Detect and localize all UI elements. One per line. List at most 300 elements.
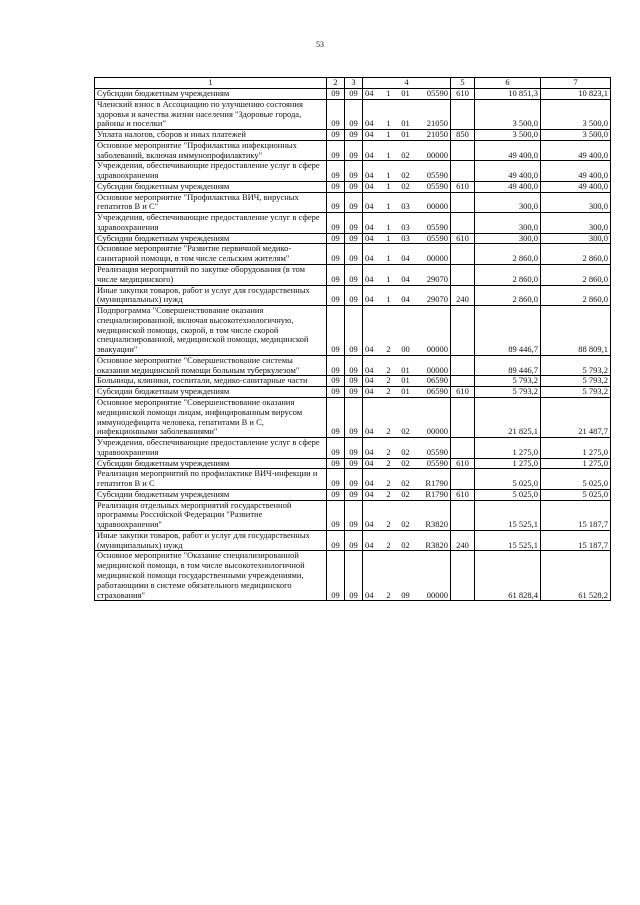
target-article-code bbox=[365, 490, 448, 500]
code-part: 04 bbox=[365, 539, 374, 550]
table-row bbox=[95, 89, 611, 100]
row-expense-type: 610 bbox=[451, 458, 475, 469]
row-expense-type: 610 bbox=[451, 489, 475, 500]
row-amount-1: 1 275,0 bbox=[475, 438, 541, 459]
row-name: Больницы, клиники, госпитали, медико-санитарные части bbox=[95, 376, 327, 387]
row-amount-1: 21 825,1 bbox=[475, 397, 541, 437]
code-part: 00000 bbox=[426, 589, 448, 600]
row-amount-2: 5 793,2 bbox=[541, 387, 611, 398]
row-subsection: 09 bbox=[345, 306, 363, 356]
row-target-article bbox=[363, 244, 451, 265]
code-part: 05590 bbox=[426, 446, 448, 457]
target-article-code bbox=[365, 295, 448, 305]
code-part: 00000 bbox=[426, 253, 448, 264]
code-part: 01 bbox=[401, 386, 410, 397]
row-subsection: 09 bbox=[345, 213, 363, 234]
code-part: R3820 bbox=[425, 539, 448, 550]
row-amount-2: 5 025,0 bbox=[541, 469, 611, 490]
row-subsection: 09 bbox=[345, 489, 363, 500]
row-section: 09 bbox=[327, 233, 345, 244]
row-target-article bbox=[363, 397, 451, 437]
budget-table bbox=[94, 77, 611, 601]
row-section: 09 bbox=[327, 99, 345, 129]
row-name: Подпрограмма "Совершенствование оказания специализированной, включая высокотехнологичную, медицинской помощи, скорой, в том числе скорой специализированной, медицинской помощи, медицинской эвакуации" bbox=[95, 306, 327, 356]
row-name: Основное мероприятие "Профилактика ВИЧ, вирусных гепатитов В и С" bbox=[95, 192, 327, 213]
code-part: 04 bbox=[401, 273, 410, 284]
code-part: 02 bbox=[401, 539, 410, 550]
row-amount-1: 300,0 bbox=[475, 233, 541, 244]
row-subsection: 09 bbox=[345, 376, 363, 387]
code-part: 06590 bbox=[426, 375, 448, 386]
row-target-article bbox=[363, 355, 451, 376]
table-row bbox=[95, 192, 611, 213]
row-amount-2: 3 500,0 bbox=[541, 130, 611, 141]
code-part: 04 bbox=[365, 426, 374, 437]
code-part: 1 bbox=[386, 273, 391, 284]
code-part: 04 bbox=[365, 149, 374, 160]
row-subsection: 09 bbox=[345, 469, 363, 490]
row-amount-2: 21 487,7 bbox=[541, 397, 611, 437]
row-expense-type bbox=[451, 244, 475, 265]
row-expense-type: 240 bbox=[451, 530, 475, 551]
row-amount-2: 3 500,0 bbox=[541, 99, 611, 129]
row-subsection: 09 bbox=[345, 181, 363, 192]
target-article-code bbox=[365, 151, 448, 161]
code-part: 04 bbox=[365, 589, 374, 600]
table-row bbox=[95, 99, 611, 129]
code-part: 04 bbox=[365, 253, 374, 264]
code-part: 04 bbox=[365, 118, 374, 129]
row-name: Основное мероприятие "Совершенствование оказания медицинской помощи лицам, инфицированным вирусом иммунодефицита человека, гепатитами В и С, инфекционными заболеваниями" bbox=[95, 397, 327, 437]
row-amount-1: 5 793,2 bbox=[475, 387, 541, 398]
row-amount-2: 1 275,0 bbox=[541, 458, 611, 469]
table-row bbox=[95, 387, 611, 398]
table-row bbox=[95, 130, 611, 141]
target-article-code bbox=[365, 89, 448, 99]
row-section: 09 bbox=[327, 551, 345, 601]
row-amount-2: 10 823,1 bbox=[541, 89, 611, 100]
code-part: 02 bbox=[401, 149, 410, 160]
target-article-code bbox=[365, 223, 448, 233]
code-part: 1 bbox=[386, 88, 391, 98]
code-part: 01 bbox=[401, 364, 410, 375]
row-expense-type bbox=[451, 99, 475, 129]
row-section: 09 bbox=[327, 458, 345, 469]
target-article-code bbox=[365, 459, 448, 469]
row-expense-type: 610 bbox=[451, 387, 475, 398]
row-amount-2: 61 528,2 bbox=[541, 551, 611, 601]
code-part: 2 bbox=[386, 539, 391, 550]
row-amount-2: 5 025,0 bbox=[541, 489, 611, 500]
target-article-code bbox=[365, 182, 448, 192]
target-article-code bbox=[365, 376, 448, 386]
row-target-article bbox=[363, 387, 451, 398]
row-name: Учреждения, обеспечивающие предоставление услуг в сфере здравоохранения bbox=[95, 213, 327, 234]
row-amount-1: 5 025,0 bbox=[475, 489, 541, 500]
table-row bbox=[95, 458, 611, 469]
code-part: 2 bbox=[386, 344, 391, 355]
code-part: 04 bbox=[365, 344, 374, 355]
row-name: Иные закупки товаров, работ и услуг для государственных (муниципальных) нужд bbox=[95, 530, 327, 551]
row-amount-1: 49 400,0 bbox=[475, 140, 541, 161]
row-name: Субсидии бюджетным учреждениям bbox=[95, 489, 327, 500]
target-article-code bbox=[365, 345, 448, 355]
row-target-article bbox=[363, 181, 451, 192]
code-part: 04 bbox=[365, 458, 374, 468]
row-expense-type bbox=[451, 213, 475, 234]
header-cell: 3 bbox=[345, 78, 363, 89]
row-name: Основное мероприятие "Совершенствование системы оказания медицинской помощи больным туберкулезом" bbox=[95, 355, 327, 376]
table-row bbox=[95, 551, 611, 601]
row-name: Основное мероприятие "Оказание специализированной медицинской помощи, в том числе высокотехнологичной медицинской помощи государственными учреждениями, работающими в системе обязательного медицинского страхования" bbox=[95, 551, 327, 601]
code-part: 05590 bbox=[426, 458, 448, 468]
row-subsection: 09 bbox=[345, 99, 363, 129]
code-part: 09 bbox=[401, 589, 410, 600]
code-part: 05590 bbox=[426, 170, 448, 181]
row-section: 09 bbox=[327, 397, 345, 437]
row-amount-1: 15 525,1 bbox=[475, 530, 541, 551]
code-part: 00000 bbox=[426, 149, 448, 160]
code-part: 02 bbox=[401, 426, 410, 437]
row-name: Реализация отдельных мероприятий государственной программы Российской Федерации "Развитие здравоохранения" bbox=[95, 500, 327, 530]
target-article-code bbox=[365, 171, 448, 181]
table-row bbox=[95, 376, 611, 387]
row-amount-1: 3 500,0 bbox=[475, 99, 541, 129]
code-part: 04 bbox=[365, 221, 374, 232]
row-amount-1: 1 275,0 bbox=[475, 458, 541, 469]
code-part: 00000 bbox=[426, 344, 448, 355]
target-article-code bbox=[365, 130, 448, 140]
code-part: 05590 bbox=[426, 181, 448, 191]
row-target-article bbox=[363, 306, 451, 356]
code-part: 01 bbox=[401, 129, 410, 140]
code-part: 02 bbox=[401, 181, 410, 191]
code-part: 04 bbox=[365, 233, 374, 243]
row-section: 09 bbox=[327, 306, 345, 356]
row-name: Учреждения, обеспечивающие предоставление услуг в сфере здравоохранения bbox=[95, 161, 327, 182]
code-part: 1 bbox=[386, 233, 391, 243]
row-amount-1: 49 400,0 bbox=[475, 161, 541, 182]
row-subsection: 09 bbox=[345, 140, 363, 161]
row-name: Реализация мероприятий по профилактике ВИЧ-инфекции и гепатитов В и С bbox=[95, 469, 327, 490]
row-name: Уплата налогов, сборов и иных платежей bbox=[95, 130, 327, 141]
target-article-code bbox=[365, 275, 448, 285]
target-article-code bbox=[365, 541, 448, 551]
row-name: Учреждения, обеспечивающие предоставление услуг в сфере здравоохранения bbox=[95, 438, 327, 459]
target-article-code bbox=[365, 366, 448, 376]
code-part: 04 bbox=[365, 364, 374, 375]
row-name: Субсидии бюджетным учреждениям bbox=[95, 458, 327, 469]
row-name: Реализация мероприятий по закупке оборудования (в том числе медицинского) bbox=[95, 265, 327, 286]
code-part: R3820 bbox=[425, 519, 448, 530]
row-expense-type bbox=[451, 265, 475, 286]
code-part: 2 bbox=[386, 386, 391, 397]
code-part: 1 bbox=[386, 201, 391, 212]
code-part: 05590 bbox=[426, 233, 448, 243]
row-amount-1: 89 446,7 bbox=[475, 355, 541, 376]
code-part: 29070 bbox=[426, 294, 448, 305]
row-expense-type bbox=[451, 551, 475, 601]
row-amount-2: 15 187,7 bbox=[541, 530, 611, 551]
row-subsection: 09 bbox=[345, 397, 363, 437]
table-row bbox=[95, 161, 611, 182]
row-amount-2: 15 187,7 bbox=[541, 500, 611, 530]
code-part: 2 bbox=[386, 489, 391, 499]
row-target-article bbox=[363, 99, 451, 129]
header-cell: 1 bbox=[95, 78, 327, 89]
row-target-article bbox=[363, 285, 451, 306]
code-part: 02 bbox=[401, 489, 410, 499]
row-target-article bbox=[363, 140, 451, 161]
row-section: 09 bbox=[327, 89, 345, 100]
code-part: 2 bbox=[386, 458, 391, 468]
row-section: 09 bbox=[327, 265, 345, 286]
code-part: 2 bbox=[386, 589, 391, 600]
row-subsection: 09 bbox=[345, 438, 363, 459]
row-amount-1: 5 793,2 bbox=[475, 376, 541, 387]
row-subsection: 09 bbox=[345, 192, 363, 213]
table-row bbox=[95, 306, 611, 356]
row-target-article bbox=[363, 192, 451, 213]
table-header-row bbox=[95, 78, 611, 89]
table-row bbox=[95, 181, 611, 192]
code-part: 00000 bbox=[426, 364, 448, 375]
row-section: 09 bbox=[327, 489, 345, 500]
code-part: 1 bbox=[386, 221, 391, 232]
row-name: Основное мероприятие "Развитие первичной медико-санитарной помощи, в том числе сельским жителям" bbox=[95, 244, 327, 265]
row-target-article bbox=[363, 89, 451, 100]
table-row bbox=[95, 244, 611, 265]
row-section: 09 bbox=[327, 530, 345, 551]
target-article-code bbox=[365, 448, 448, 458]
table-row bbox=[95, 397, 611, 437]
row-subsection: 09 bbox=[345, 161, 363, 182]
table-row bbox=[95, 213, 611, 234]
table-row bbox=[95, 285, 611, 306]
table-row bbox=[95, 140, 611, 161]
row-section: 09 bbox=[327, 244, 345, 265]
code-part: 04 bbox=[401, 253, 410, 264]
table-row bbox=[95, 500, 611, 530]
row-section: 09 bbox=[327, 438, 345, 459]
row-target-article bbox=[363, 458, 451, 469]
row-section: 09 bbox=[327, 500, 345, 530]
row-section: 09 bbox=[327, 130, 345, 141]
code-part: 04 bbox=[365, 519, 374, 530]
row-section: 09 bbox=[327, 469, 345, 490]
row-amount-1: 2 860,0 bbox=[475, 285, 541, 306]
code-part: 05590 bbox=[426, 221, 448, 232]
code-part: 06590 bbox=[426, 386, 448, 397]
page-number: 53 bbox=[316, 40, 324, 49]
row-subsection: 09 bbox=[345, 130, 363, 141]
row-amount-1: 5 025,0 bbox=[475, 469, 541, 490]
row-name: Иные закупки товаров, работ и услуг для государственных (муниципальных) нужд bbox=[95, 285, 327, 306]
row-amount-1: 300,0 bbox=[475, 192, 541, 213]
row-section: 09 bbox=[327, 355, 345, 376]
row-amount-2: 88 809,1 bbox=[541, 306, 611, 356]
target-article-code bbox=[365, 119, 448, 129]
target-article-code bbox=[365, 591, 448, 601]
code-part: 2 bbox=[386, 478, 391, 489]
code-part: 04 bbox=[365, 375, 374, 386]
code-part: 02 bbox=[401, 458, 410, 468]
row-section: 09 bbox=[327, 161, 345, 182]
table-row bbox=[95, 469, 611, 490]
table-body bbox=[95, 78, 611, 601]
row-amount-2: 49 400,0 bbox=[541, 181, 611, 192]
header-cell: 6 bbox=[475, 78, 541, 89]
code-part: 21050 bbox=[426, 129, 448, 140]
code-part: R1790 bbox=[425, 489, 448, 499]
row-expense-type bbox=[451, 397, 475, 437]
row-amount-1: 2 860,0 bbox=[475, 265, 541, 286]
row-expense-type: 610 bbox=[451, 233, 475, 244]
row-section: 09 bbox=[327, 181, 345, 192]
target-article-code bbox=[365, 202, 448, 212]
row-expense-type bbox=[451, 355, 475, 376]
row-subsection: 09 bbox=[345, 285, 363, 306]
row-expense-type bbox=[451, 161, 475, 182]
code-part: 04 bbox=[365, 88, 374, 98]
row-subsection: 09 bbox=[345, 387, 363, 398]
row-subsection: 09 bbox=[345, 500, 363, 530]
row-subsection: 09 bbox=[345, 233, 363, 244]
code-part: 02 bbox=[401, 170, 410, 181]
code-part: 04 bbox=[365, 273, 374, 284]
row-amount-1: 300,0 bbox=[475, 213, 541, 234]
row-amount-2: 1 275,0 bbox=[541, 438, 611, 459]
code-part: 01 bbox=[401, 118, 410, 129]
table-row bbox=[95, 489, 611, 500]
row-target-article bbox=[363, 130, 451, 141]
row-target-article bbox=[363, 233, 451, 244]
code-part: 01 bbox=[401, 375, 410, 386]
row-subsection: 09 bbox=[345, 530, 363, 551]
row-section: 09 bbox=[327, 376, 345, 387]
code-part: 00 bbox=[401, 344, 410, 355]
row-amount-2: 2 860,0 bbox=[541, 285, 611, 306]
row-amount-1: 10 851,3 bbox=[475, 89, 541, 100]
code-part: 1 bbox=[386, 170, 391, 181]
code-part: 2 bbox=[386, 364, 391, 375]
code-part: 04 bbox=[365, 201, 374, 212]
row-subsection: 09 bbox=[345, 458, 363, 469]
row-expense-type: 240 bbox=[451, 285, 475, 306]
row-target-article bbox=[363, 438, 451, 459]
row-target-article bbox=[363, 161, 451, 182]
code-part: 04 bbox=[365, 489, 374, 499]
row-expense-type bbox=[451, 376, 475, 387]
table-row bbox=[95, 265, 611, 286]
row-target-article bbox=[363, 489, 451, 500]
code-part: 1 bbox=[386, 129, 391, 140]
row-subsection: 09 bbox=[345, 89, 363, 100]
code-part: 04 bbox=[365, 386, 374, 397]
row-section: 09 bbox=[327, 192, 345, 213]
row-name: Субсидии бюджетным учреждениям bbox=[95, 181, 327, 192]
row-expense-type bbox=[451, 469, 475, 490]
row-amount-1: 3 500,0 bbox=[475, 130, 541, 141]
target-article-code bbox=[365, 234, 448, 244]
row-expense-type: 610 bbox=[451, 89, 475, 100]
row-amount-2: 5 793,2 bbox=[541, 355, 611, 376]
row-amount-2: 300,0 bbox=[541, 213, 611, 234]
code-part: R1790 bbox=[425, 478, 448, 489]
code-part: 02 bbox=[401, 478, 410, 489]
header-cell: 7 bbox=[541, 78, 611, 89]
row-target-article bbox=[363, 551, 451, 601]
header-cell: 4 bbox=[363, 78, 451, 89]
row-section: 09 bbox=[327, 387, 345, 398]
row-target-article bbox=[363, 530, 451, 551]
row-target-article bbox=[363, 376, 451, 387]
code-part: 03 bbox=[401, 221, 410, 232]
row-subsection: 09 bbox=[345, 551, 363, 601]
code-part: 1 bbox=[386, 253, 391, 264]
row-amount-1: 61 828,4 bbox=[475, 551, 541, 601]
row-subsection: 09 bbox=[345, 265, 363, 286]
row-section: 09 bbox=[327, 140, 345, 161]
row-subsection: 09 bbox=[345, 355, 363, 376]
row-expense-type bbox=[451, 438, 475, 459]
code-part: 1 bbox=[386, 118, 391, 129]
target-article-code bbox=[365, 254, 448, 264]
row-amount-2: 2 860,0 bbox=[541, 265, 611, 286]
code-part: 04 bbox=[365, 129, 374, 140]
row-section: 09 bbox=[327, 213, 345, 234]
row-amount-2: 5 793,2 bbox=[541, 376, 611, 387]
code-part: 2 bbox=[386, 519, 391, 530]
header-cell: 2 bbox=[327, 78, 345, 89]
code-part: 04 bbox=[365, 294, 374, 305]
row-name: Основное мероприятие "Профилактика инфекционных заболеваний, включая иммунопрофилактику" bbox=[95, 140, 327, 161]
row-section: 09 bbox=[327, 285, 345, 306]
row-expense-type bbox=[451, 140, 475, 161]
code-part: 04 bbox=[365, 478, 374, 489]
code-part: 03 bbox=[401, 233, 410, 243]
row-amount-2: 300,0 bbox=[541, 192, 611, 213]
table-row bbox=[95, 355, 611, 376]
row-amount-1: 89 446,7 bbox=[475, 306, 541, 356]
code-part: 04 bbox=[401, 294, 410, 305]
row-amount-1: 2 860,0 bbox=[475, 244, 541, 265]
row-expense-type bbox=[451, 500, 475, 530]
code-part: 04 bbox=[365, 181, 374, 191]
table-row bbox=[95, 233, 611, 244]
code-part: 2 bbox=[386, 446, 391, 457]
row-amount-2: 49 400,0 bbox=[541, 140, 611, 161]
row-amount-2: 2 860,0 bbox=[541, 244, 611, 265]
code-part: 29070 bbox=[426, 273, 448, 284]
target-article-code bbox=[365, 520, 448, 530]
row-target-article bbox=[363, 469, 451, 490]
code-part: 05590 bbox=[426, 88, 448, 98]
row-name: Субсидии бюджетным учреждениям bbox=[95, 89, 327, 100]
row-expense-type: 610 bbox=[451, 181, 475, 192]
row-name: Субсидии бюджетным учреждениям bbox=[95, 387, 327, 398]
code-part: 1 bbox=[386, 149, 391, 160]
table-row bbox=[95, 530, 611, 551]
target-article-code bbox=[365, 427, 448, 437]
code-part: 2 bbox=[386, 426, 391, 437]
code-part: 02 bbox=[401, 519, 410, 530]
code-part: 03 bbox=[401, 201, 410, 212]
target-article-code bbox=[365, 387, 448, 397]
row-expense-type bbox=[451, 192, 475, 213]
row-target-article bbox=[363, 500, 451, 530]
code-part: 1 bbox=[386, 181, 391, 191]
